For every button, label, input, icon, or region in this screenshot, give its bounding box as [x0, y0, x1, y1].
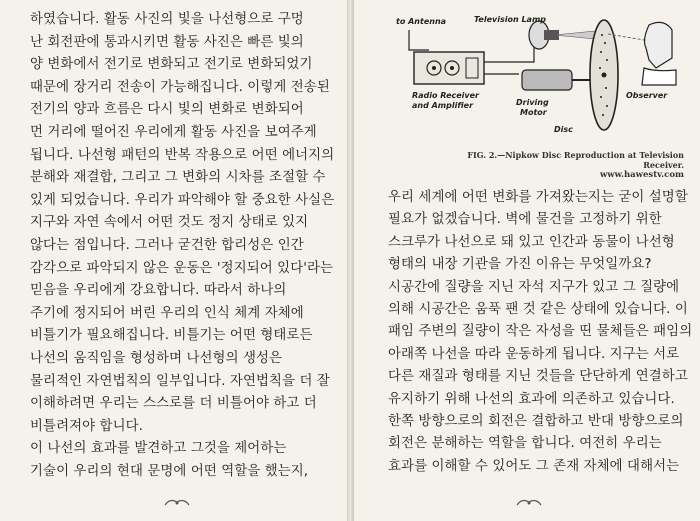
- text-line: 의해 시공간은 움푹 팬 것 같은 상태에 있습니다. 이: [388, 302, 688, 317]
- page-ornament-icon: [162, 497, 192, 507]
- text-line: 먼 거리에 떨어진 우리에게 활동 사진을 보여주게: [30, 125, 317, 140]
- text-line: 한쪽 방향으로의 회전은 결합하고 반대 방향으로의: [388, 414, 684, 429]
- label-observer: Observer: [626, 91, 668, 100]
- text-line: 하였습니다. 활동 사진의 빛을 나선형으로 구멍: [30, 12, 304, 27]
- label-driving: Driving: [516, 98, 549, 107]
- right-page: [353, 0, 700, 521]
- text-line: 때문에 장거리 전송이 가능해집니다. 이렇게 전송된: [30, 79, 330, 95]
- text-line: 아래쪽 나선을 따라 운동하게 됩니다. 지구는 서로: [388, 346, 680, 362]
- label-disc: Disc: [554, 125, 573, 134]
- left-page: [0, 0, 348, 521]
- text-line: 기술이 우리의 현대 문명에 어떤 역할을 했는지,: [30, 464, 309, 479]
- text-line: 주기에 정지되어 버린 우리의 인식 체계 자체에: [30, 305, 304, 321]
- label-motor: Motor: [520, 108, 547, 117]
- text-line: 비틀기가 필요해집니다. 비틀기는 어떤 형태로든: [30, 328, 313, 344]
- text-line: 나선의 움직임을 형성하며 나선형의 생성은: [30, 351, 283, 366]
- text-line: 시공간에 질량을 지닌 자석 지구가 있고 그 질량에: [388, 279, 680, 295]
- text-line: 않다는 점입니다. 그러나 굳건한 합리성은 인간: [30, 238, 304, 253]
- text-line: 우리 세계에 어떤 변화를 가져왔는지는 굳이 설명할: [388, 190, 688, 205]
- text-line: 물리적인 자연법칙의 일부입니다. 자연법칙을 더 잘: [30, 373, 330, 389]
- text-line: 있게 되었습니다. 우리가 파악해야 할 중요한 사실은: [30, 192, 335, 208]
- text-line: 유지하기 위해 나선의 효과에 의존하고 있습니다.: [388, 391, 675, 407]
- text-line: 양 변화에서 전기로 변화되고 전기로 변화되었기: [30, 57, 313, 73]
- text-line: 분해와 재결합, 그리고 그 변화의 시차를 조절할 수: [30, 170, 326, 186]
- text-line: 난 회전판에 통과시키면 활동 사진은 빠른 빛의: [30, 34, 304, 50]
- text-line: 전기의 양과 흐름은 다시 빛의 변화로 변화되어: [30, 102, 304, 118]
- text-line: 이 나선의 효과를 발견하고 그것을 제어하는: [30, 441, 287, 457]
- text-line: 패임 주변의 질량이 작은 자성을 띤 물체들은 패임의: [388, 324, 693, 340]
- text-line: 다른 재질과 형태를 지닌 것들을 단단하게 연결하고: [388, 369, 688, 385]
- figure-caption: [424, 150, 684, 180]
- figure-caption-text: FIG. 2.—Nipkow Disc Reproduction at Television Receiver.: [467, 150, 684, 170]
- label-and-amplifier: and Amplifier: [412, 101, 474, 110]
- text-line: 지구와 자연 속에서 어떤 것도 정지 상태로 있지: [30, 215, 309, 231]
- text-line: 회전은 분해하는 역할을 합니다. 여전히 우리는: [388, 436, 662, 452]
- figure-caption-url: www.hawestv.com: [599, 170, 684, 180]
- text-line: 필요가 없겠습니다. 벽에 물건을 고정하기 위한: [388, 212, 662, 228]
- text-line: 비틀려져야 합니다.: [30, 418, 143, 434]
- label-television-lamp: Television Lamp: [474, 15, 547, 24]
- text-line: 믿음을 우리에게 강요합니다. 따라서 하나의: [30, 283, 287, 299]
- text-line: 형태의 내장 기관을 가진 이유는 무엇일까요?: [388, 257, 652, 273]
- text-line: 효과를 이해할 수 있어도 그 존재 자체에 대해서는: [388, 458, 680, 474]
- page-ornament-icon: [514, 497, 544, 507]
- text-line: 이해하려면 우리는 스스로를 더 비틀어야 하고 더: [30, 396, 317, 412]
- label-radio-receiver: Radio Receiver: [412, 91, 479, 100]
- text-line: 스크루가 나선으로 돼 있고 인간과 동물이 나선형: [388, 234, 675, 250]
- label-to-antenna: to Antenna: [396, 17, 447, 26]
- nipkow-disc-figure: [394, 10, 679, 138]
- text-line: 됩니다. 나선형 패턴의 반복 작용으로 어떤 에너지의: [30, 147, 335, 163]
- text-line: 감각으로 파악되지 않은 운동은 '정지되어 있다'라는: [30, 260, 334, 276]
